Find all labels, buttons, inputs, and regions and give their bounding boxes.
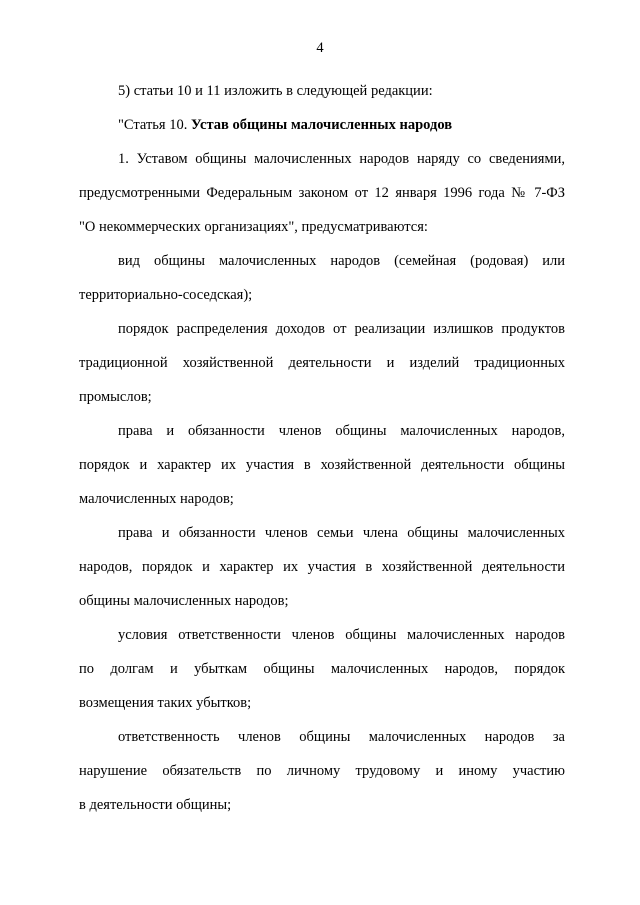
list-item-community-type: [79, 244, 565, 312]
text-line: "О некоммерческих организациях", предусматриваются:: [79, 219, 428, 235]
amendment-intro: [79, 74, 565, 108]
text-line: права и обязанности членов семьи члена общины малочисленных: [118, 525, 565, 541]
text-line: в деятельности общины;: [79, 797, 232, 813]
text-line: вид общины малочисленных народов (семейная (родовая) или: [118, 253, 565, 269]
text-line: возмещения таких убытков;: [79, 695, 252, 711]
document-body: [79, 74, 565, 822]
text-line: права и обязанности членов общины малочисленных народов,: [118, 423, 565, 439]
article-heading-line: [79, 108, 565, 142]
amendment-intro-line: 5) статьи 10 и 11 изложить в следующей редакции:: [118, 83, 433, 99]
text-line: малочисленных народов;: [79, 491, 234, 507]
list-item-income-distribution: [79, 312, 565, 414]
article-title: Устав общины малочисленных народов: [190, 117, 453, 133]
text-line: условия ответственности членов общины малочисленных народов: [118, 627, 565, 643]
article-heading: [79, 108, 565, 142]
text-line: предусмотренными Федеральным законом от 12 января 1996 года № 7-ФЗ: [79, 185, 565, 201]
text-line: общины малочисленных народов;: [79, 593, 289, 609]
page-number: 4: [316, 40, 324, 56]
list-item-member-liability: [79, 720, 565, 822]
text-line: порядок распределения доходов от реализации излишков продуктов: [118, 321, 565, 337]
article-number: "Статья 10.: [118, 117, 191, 133]
text-line: порядок и характер их участия в хозяйственной деятельности общины: [79, 457, 565, 473]
text-line: по долгам и убыткам общины малочисленных народов, порядок: [79, 661, 565, 677]
list-item-member-rights: [79, 414, 565, 516]
list-item-family-member-rights: [79, 516, 565, 618]
text-line: нарушение обязательств по личному трудовому и иному участию: [79, 763, 565, 779]
text-line: традиционной хозяйственной деятельности и изделий традиционных: [79, 355, 565, 371]
paragraph-1-clause: [79, 142, 565, 244]
text-line: ответственность членов общины малочисленных народов за: [118, 729, 565, 745]
text-line: промыслов;: [79, 389, 152, 405]
text-line: территориально-соседская);: [79, 287, 253, 303]
text-line: народов, порядок и характер их участия в хозяйственной деятельности: [79, 559, 565, 575]
list-item-liability-conditions: [79, 618, 565, 720]
text-line: 1. Уставом общины малочисленных народов наряду со сведениями,: [118, 151, 565, 167]
